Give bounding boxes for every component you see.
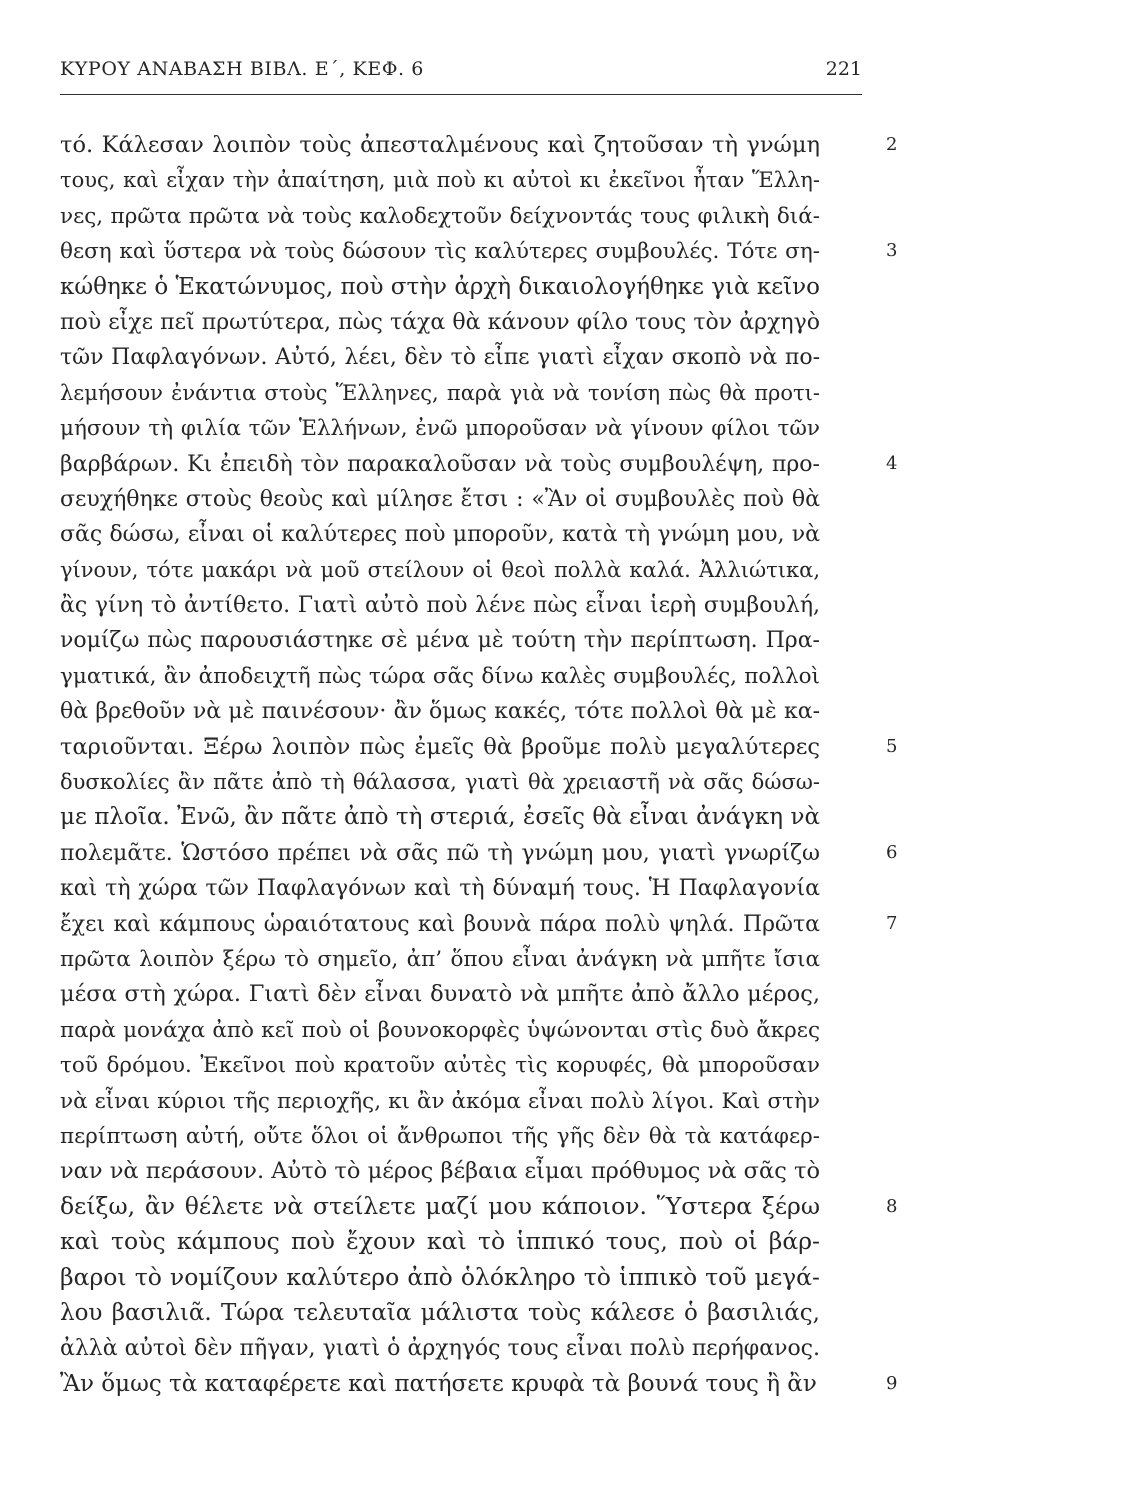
text-line	[60, 516, 862, 551]
text-line	[60, 375, 862, 410]
line-text: παρὰ μονάχα ἀπὸ κεῖ ποὺ οἱ βουνοκορφὲς ὑψώνονται στὶς δυὸ ἄκρες	[60, 1017, 820, 1043]
line-text: τοῦ δρόμου. Ἐκεῖνοι ποὺ κρατοῦν αὐτὲς τὶς κορυφές, θὰ μποροῦσαν	[60, 1053, 820, 1079]
text-line	[60, 906, 898, 941]
line-text: ναν νὰ περάσουν. Αὐτὸ τὸ μέρος βέβαια εἶμαι πρόθυμος νὰ σᾶς τὸ	[60, 1158, 820, 1185]
line-text: κώθηκε ὁ Ἑκατώνυμος, ποὺ στὴν ἀρχὴ δικαιολογήθηκε γιὰ κεῖνο	[60, 273, 820, 300]
text-line	[60, 1189, 898, 1224]
text-line	[60, 976, 862, 1011]
line-text: δυσκολίες ἂν πᾶτε ἀπὸ τὴ θάλασσα, γιατὶ θὰ χρειαστῆ νὰ σᾶς δώσω-	[60, 770, 820, 795]
text-line	[60, 304, 862, 339]
line-text: ἀλλὰ αὐτοὶ δὲν πῆγαν, γιατὶ ὁ ἀρχηγός τους εἶναι πολὺ περήφανος.	[60, 1336, 820, 1362]
text-line	[60, 1012, 862, 1047]
text-line	[60, 552, 862, 587]
line-text: Ἂν ὅμως τὰ καταφέρετε καὶ πατήσετε κρυφὰ τὰ βουνά τους ἢ ἂν	[60, 1370, 817, 1397]
text-line	[60, 587, 862, 622]
section-number: 7	[886, 912, 898, 934]
line-text: ἔχει καὶ κάμπους ὡραιότατους καὶ βουνὰ πάρα πολὺ ψηλά. Πρῶτα	[60, 911, 820, 937]
line-text: λου βασιλιᾶ. Τώρα τελευταῖα μάλιστα τοὺς κάλεσε ὁ βασιλιάς,	[60, 1299, 820, 1326]
text-line	[60, 658, 862, 693]
text-line	[60, 198, 862, 233]
line-text: βαρβάρων. Κι ἐπειδὴ τὸν παρακαλοῦσαν νὰ τοὺς συμβουλέψη, προ-	[60, 451, 820, 477]
text-line	[60, 339, 862, 374]
line-text: θὰ βρεθοῦν νὰ μὲ παινέσουν· ἂν ὅμως κακές, τότε πολλοὶ θὰ μὲ κα-	[60, 699, 820, 725]
line-text: ἂς γίνη τὸ ἀντίθετο. Γιατὶ αὐτὸ ποὺ λένε πὼς εἶναι ἱερὴ συμβουλή,	[60, 593, 820, 619]
text-line	[60, 941, 862, 976]
text-line	[60, 693, 862, 728]
line-text: περίπτωση αὐτή, οὔτε ὅλοι οἱ ἄνθρωποι τῆς γῆς δὲν θὰ τὰ κατάφερ-	[60, 1123, 820, 1149]
line-text: καὶ τὴ χώρα τῶν Παφλαγόνων καὶ τὴ δύναμή τους. Ἡ Παφλαγονία	[60, 876, 820, 902]
running-head	[60, 58, 862, 90]
line-text: ταριοῦνται. Ξέρω λοιπὸν πὼς ἐμεῖς θὰ βροῦμε πολὺ μεγαλύτερες	[60, 733, 820, 760]
line-text: πρῶτα λοιπὸν ξέρω τὸ σημεῖο, ἀπ’ ὅπου εἶναι ἀνάγκη νὰ μπῆτε ἴσια	[60, 946, 820, 972]
page-number: 221	[825, 58, 862, 80]
body-text	[60, 127, 898, 1401]
header-rule	[60, 94, 862, 95]
text-line	[60, 799, 862, 834]
text-line	[60, 410, 862, 445]
text-line	[60, 870, 862, 905]
line-text: σᾶς δώσω, εἶναι οἱ καλύτερες ποὺ μποροῦν, κατὰ τὴ γνώμη μου, νὰ	[60, 522, 820, 548]
line-text: δείξω, ἂν θέλετε νὰ στείλετε μαζί μου κάποιον. Ὕστερα ξέρω	[60, 1191, 820, 1220]
text-line	[60, 1224, 862, 1259]
line-text: σευχήθηκε στοὺς θεοὺς καὶ μίλησε ἔτσι : «Ἂν οἱ συμβουλὲς ποὺ θὰ	[60, 486, 820, 512]
text-line	[60, 1366, 898, 1401]
line-text: τους, καὶ εἶχαν τὴν ἀπαίτηση, μιὰ ποὺ κι αὐτοὶ κι ἐκεῖνοι ἦταν Ἕλλη-	[60, 168, 820, 193]
section-number: 8	[886, 1195, 898, 1217]
text-line	[60, 622, 862, 657]
text-line	[60, 1330, 862, 1365]
section-number: 5	[886, 735, 898, 757]
text-line	[60, 1118, 862, 1153]
line-text: νὰ εἶναι κύριοι τῆς περιοχῆς, κι ἂν ἀκόμα εἶναι πολὺ λίγοι. Καὶ στὴν	[60, 1088, 820, 1114]
line-text: μέσα στὴ χώρα. Γιατὶ δὲν εἶναι δυνατὸ νὰ μπῆτε ἀπὸ ἄλλο μέρος,	[60, 981, 820, 1008]
running-title: ΚΥΡΟΥ ΑΝΑΒΑΣΗ ΒΙΒΛ. Ε΄, ΚΕΦ. 6	[60, 58, 424, 80]
text-line	[60, 162, 862, 197]
text-line	[60, 729, 898, 764]
line-text: νες, πρῶτα πρῶτα νὰ τοὺς καλοδεχτοῦν δείχνοντάς τους φιλικὴ διά-	[60, 203, 820, 229]
text-line	[60, 1083, 862, 1118]
text-line	[60, 127, 898, 162]
line-text: γίνουν, τότε μακάρι νὰ μοῦ στείλουν οἱ θεοὶ πολλὰ καλά. Ἀλλιώτικα,	[60, 557, 820, 582]
text-line	[60, 835, 898, 870]
line-text: καὶ τοὺς κάμπους ποὺ ἔχουν καὶ τὸ ἱππικό τους, ποὺ οἱ βάρ-	[60, 1227, 820, 1256]
text-line	[60, 764, 862, 799]
line-text: νομίζω πὼς παρουσιάστηκε σὲ μένα μὲ τούτη τὴν περίπτωση. Πρα-	[60, 628, 820, 654]
text-line	[60, 269, 862, 304]
section-number: 2	[886, 134, 898, 155]
text-line	[60, 481, 862, 516]
line-text: τό. Κάλεσαν λοιπὸν τοὺς ἀπεσταλμένους καὶ ζητοῦσαν τὴ γνώμη	[60, 132, 820, 158]
line-text: τῶν Παφλαγόνων. Αὐτό, λέει, δὲν τὸ εἶπε γιατὶ εἶχαν σκοπὸ νὰ πο-	[60, 345, 820, 371]
section-number: 3	[886, 240, 898, 262]
line-text: πολεμᾶτε. Ὡστόσο πρέπει νὰ σᾶς πῶ τὴ γνώμη μου, γιατὶ γνωρίζω	[60, 840, 820, 866]
section-number: 4	[886, 452, 898, 474]
line-text: ποὺ εἶχε πεῖ πρωτύτερα, πὼς τάχα θὰ κάνουν φίλο τους τὸν ἀρχηγὸ	[60, 309, 820, 335]
line-text: γματικά, ἂν ἀποδειχτῆ πὼς τώρα σᾶς δίνω καλὲς συμβουλές, πολλοὶ	[60, 663, 820, 689]
text-line	[60, 1295, 862, 1330]
line-text: μήσουν τὴ φιλία τῶν Ἑλλήνων, ἐνῶ μποροῦσαν νὰ γίνουν φίλοι τῶν	[60, 416, 820, 442]
text-line	[60, 446, 898, 481]
line-text: λεμήσουν ἐνάντια στοὺς Ἕλληνες, παρὰ γιὰ νὰ τονίση πὼς θὰ προτι-	[60, 380, 820, 405]
text-line	[60, 1153, 862, 1188]
line-text: με πλοῖα. Ἐνῶ, ἂν πᾶτε ἀπὸ τὴ στεριά, ἐσεῖς θὰ εἶναι ἀνάγκη νὰ	[60, 804, 820, 831]
text-line	[60, 233, 898, 268]
section-number: 6	[886, 841, 898, 863]
text-line	[60, 1260, 862, 1295]
text-line	[60, 1047, 862, 1082]
line-text: θεση καὶ ὕστερα νὰ τοὺς δώσουν τὶς καλύτερες συμβουλές. Τότε ση-	[60, 239, 820, 265]
line-text: βαροι τὸ νομίζουν καλύτερο ἀπὸ ὁλόκληρο τὸ ἱππικὸ τοῦ μεγά-	[60, 1262, 820, 1291]
section-number: 9	[886, 1372, 898, 1394]
